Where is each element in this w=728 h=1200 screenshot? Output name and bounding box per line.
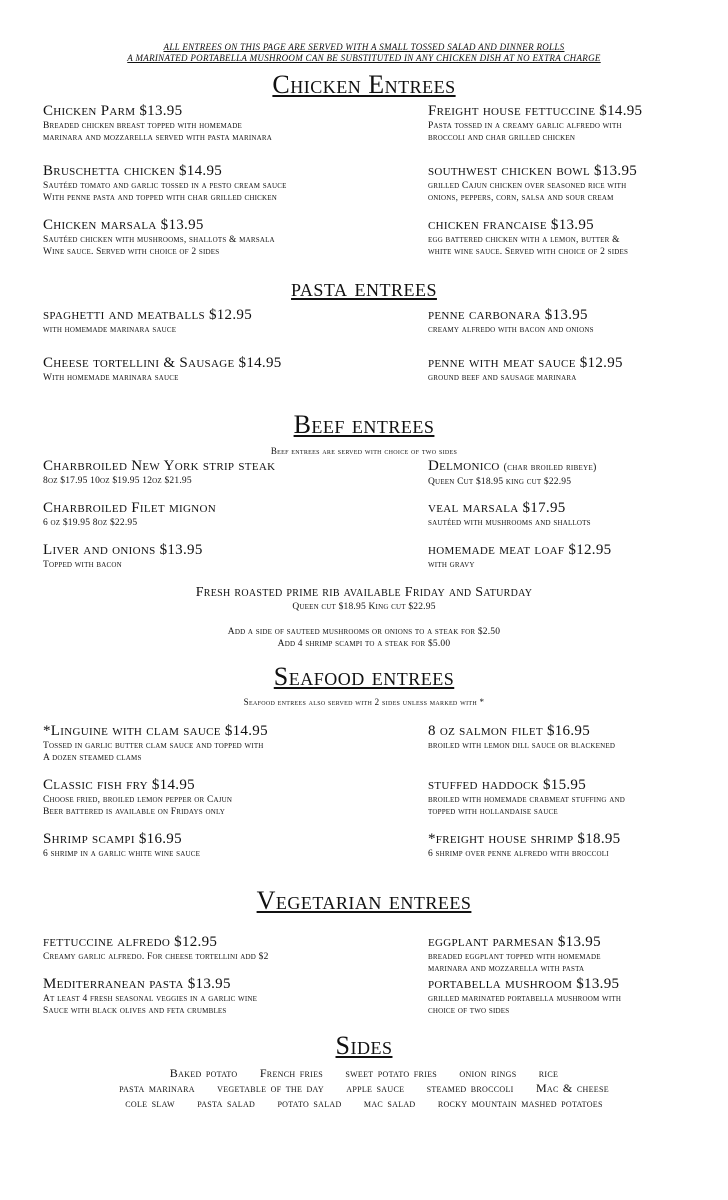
menu-item — [428, 307, 594, 336]
item-desc: Sautéed chicken with mushrooms, shallots & marsala — [43, 235, 275, 245]
menu-item — [43, 458, 275, 487]
menu-item — [428, 542, 611, 571]
side-item: Baked potato — [169, 1066, 238, 1080]
side-item: vegetable of the day — [217, 1081, 324, 1095]
sides-section-title: Sides — [335, 1031, 393, 1060]
item-desc: white wine sauce. Served with choice of 2 sides — [428, 247, 629, 257]
item-desc: marinara and mozzarella served with pasta marinara — [43, 133, 272, 143]
item-name: *Linguine with clam sauce $14.95 — [43, 723, 268, 739]
side-item: pasta salad — [197, 1096, 256, 1110]
menu-item — [428, 163, 637, 204]
item-name: eggplant parmesan $13.95 — [428, 934, 601, 950]
vegetarian-section-title: Vegetarian entrees — [256, 886, 472, 915]
menu-item — [43, 307, 252, 336]
menu-item — [428, 500, 591, 529]
beef-section-title: Beef entrees — [293, 410, 435, 439]
item-name: Shrimp scampi $16.95 — [43, 831, 182, 847]
item-name-note: (char broiled ribeye) — [503, 462, 597, 473]
item-name: 8 oz salmon filet $16.95 — [428, 723, 591, 739]
item-desc: Choose fried, broiled lemon pepper or Cajun — [43, 795, 233, 805]
side-item: apple sauce — [346, 1081, 405, 1095]
item-desc: Queen Cut $18.95 king cut $22.95 — [428, 477, 572, 487]
menu-item — [43, 723, 268, 764]
item-name-text: Delmonico — [428, 458, 500, 474]
menu-item — [428, 355, 623, 384]
item-name: Cheese tortellini & Sausage $14.95 — [43, 355, 282, 371]
item-desc: Sautéed tomato and garlic tossed in a pesto cream sauce — [43, 181, 287, 191]
side-item: mac salad — [363, 1096, 416, 1110]
item-name: spaghetti and meatballs $12.95 — [43, 307, 252, 323]
sides-row — [0, 1096, 728, 1110]
item-name: veal marsala $17.95 — [428, 500, 566, 516]
item-name: penne carbonara $13.95 — [428, 307, 588, 323]
item-name: Charbroiled New York strip steak — [43, 458, 276, 474]
item-desc: marinara and mozzarella with pasta — [428, 964, 585, 974]
item-desc: A dozen steamed clams — [43, 753, 142, 763]
item-desc: grilled marinated portabella mushroom with — [428, 994, 622, 1004]
item-name: Chicken marsala $13.95 — [43, 217, 204, 233]
menu-item — [428, 831, 620, 860]
menu-item — [428, 976, 621, 1017]
side-item: steamed broccoli — [426, 1081, 514, 1095]
item-name: chicken francaise $13.95 — [428, 217, 594, 233]
prime-rib-special: Fresh roasted prime rib available Friday and Saturday — [195, 585, 533, 600]
menu-item — [43, 217, 275, 258]
seafood-section-note: Seafood entrees also served with 2 sides unless marked with * — [243, 697, 485, 707]
side-item: sweet potato fries — [345, 1066, 438, 1080]
item-desc: onions, peppers, corn, salsa and sour cream — [428, 193, 614, 203]
item-desc: Wine sauce. Served with choice of 2 sides — [43, 247, 220, 257]
steak-addon: Add a side of sauteed mushrooms or onions to a steak for $2.50 — [227, 627, 501, 637]
prime-rib-prices: Queen cut $18.95 King cut $22.95 — [292, 602, 436, 612]
menu-item — [43, 163, 287, 204]
menu-item — [43, 355, 282, 384]
steak-addon: Add 4 shrimp scampi to a steak for $5.00 — [277, 639, 451, 649]
item-desc: At least 4 fresh seasonal veggies in a garlic wine — [43, 994, 258, 1004]
item-desc: 6 shrimp over penne alfredo with broccoli — [428, 849, 609, 859]
item-desc: Pasta tossed in a creamy garlic alfredo with — [428, 121, 622, 131]
side-item: rocky mountain mashed potatoes — [437, 1096, 603, 1110]
item-desc: creamy alfredo with bacon and onions — [428, 325, 594, 335]
menu-item — [43, 103, 272, 144]
item-desc: With homemade marinara sauce — [43, 373, 179, 383]
chicken-section-title: Chicken Entrees — [272, 70, 456, 99]
pasta-section-title: pasta entrees — [291, 273, 437, 302]
item-desc: broccoli and char grilled chicken — [428, 133, 576, 143]
item-desc: egg battered chicken with a lemon, butter & — [428, 235, 620, 245]
item-desc: 6 oz $19.95 8oz $22.95 — [43, 518, 138, 528]
menu-item — [428, 723, 615, 752]
item-name: Freight house fettuccine $14.95 — [428, 103, 643, 119]
item-desc: sautéed with mushrooms and shallots — [428, 518, 591, 528]
side-item: Mac & cheese — [535, 1081, 609, 1095]
menu-item — [428, 217, 628, 258]
item-desc: broiled with homemade crabmeat stuffing and — [428, 795, 626, 805]
sides-row — [0, 1081, 728, 1095]
sides-row — [0, 1066, 728, 1080]
item-name: homemade meat loaf $12.95 — [428, 542, 612, 558]
item-desc: grilled Cajun chicken over seasoned rice with — [428, 181, 627, 191]
item-name: penne with meat sauce $12.95 — [428, 355, 623, 371]
menu-item — [428, 103, 642, 144]
note-line: ALL ENTREES ON THIS PAGE ARE SERVED WITH A SMALL TOSSED SALAD AND DINNER ROLLS — [163, 42, 565, 52]
item-desc: 8oz $17.95 10oz $19.95 12oz $21.95 — [43, 476, 192, 486]
item-name: southwest chicken bowl $13.95 — [428, 163, 638, 179]
item-name: Chicken Parm $13.95 — [43, 103, 183, 119]
menu-notes — [0, 42, 728, 64]
side-item: rice — [538, 1066, 559, 1080]
menu-item — [428, 777, 625, 818]
item-desc: Creamy garlic alfredo. For cheese tortellini add $2 — [43, 952, 269, 962]
item-name: portabella mushroom $13.95 — [428, 976, 620, 992]
item-desc: broiled with lemon dill sauce or blackened — [428, 741, 616, 751]
item-desc: With penne pasta and topped with char grilled chicken — [43, 193, 278, 203]
item-desc: with gravy — [428, 560, 475, 570]
menu-item — [43, 976, 257, 1017]
note-line: A MARINATED PORTABELLA MUSHROOM CAN BE SUBSTITUTED IN ANY CHICKEN DISH AT NO EXTRA CHARGE — [127, 53, 601, 63]
item-name: Charbroiled Filet mignon — [43, 500, 216, 516]
seafood-section-title: Seafood entrees — [273, 662, 455, 691]
item-name: Classic fish fry $14.95 — [43, 777, 195, 793]
item-desc: topped with hollandaise sauce — [428, 807, 558, 817]
menu-item — [43, 934, 269, 963]
item-desc: breaded eggplant topped with homemade — [428, 952, 601, 962]
item-desc: 6 shrimp in a garlic white wine sauce — [43, 849, 201, 859]
menu-item — [43, 542, 203, 571]
side-item: onion rings — [459, 1066, 517, 1080]
item-desc: Beer battered is available on Fridays only — [43, 807, 226, 817]
item-name: fettuccine alfredo $12.95 — [43, 934, 218, 950]
menu-item — [43, 831, 200, 860]
item-name: stuffed haddock $15.95 — [428, 777, 587, 793]
item-desc: Breaded chicken breast topped with homemade — [43, 121, 242, 131]
item-name: Bruschetta chicken $14.95 — [43, 163, 223, 179]
item-name — [428, 458, 597, 476]
menu-item — [428, 934, 601, 975]
item-name: *freight house shrimp $18.95 — [428, 831, 621, 847]
item-desc: Sauce with black olives and feta crumbles — [43, 1006, 227, 1016]
item-desc: Topped with bacon — [43, 560, 122, 570]
menu-item — [428, 458, 597, 488]
item-desc: with homemade marinara sauce — [43, 325, 177, 335]
item-desc: ground beef and sausage marinara — [428, 373, 577, 383]
side-item: potato salad — [277, 1096, 342, 1110]
item-desc: choice of two sides — [428, 1006, 510, 1016]
side-item: French fries — [259, 1066, 324, 1080]
item-name: Mediterranean pasta $13.95 — [43, 976, 231, 992]
menu-item — [43, 777, 232, 818]
side-item: pasta marinara — [119, 1081, 195, 1095]
item-desc: Tossed in garlic butter clam sauce and topped with — [43, 741, 264, 751]
item-name: Liver and onions $13.95 — [43, 542, 203, 558]
menu-item — [43, 500, 216, 529]
side-item: cole slaw — [125, 1096, 175, 1110]
beef-section-note: Beef entrees are served with choice of two sides — [270, 446, 458, 456]
